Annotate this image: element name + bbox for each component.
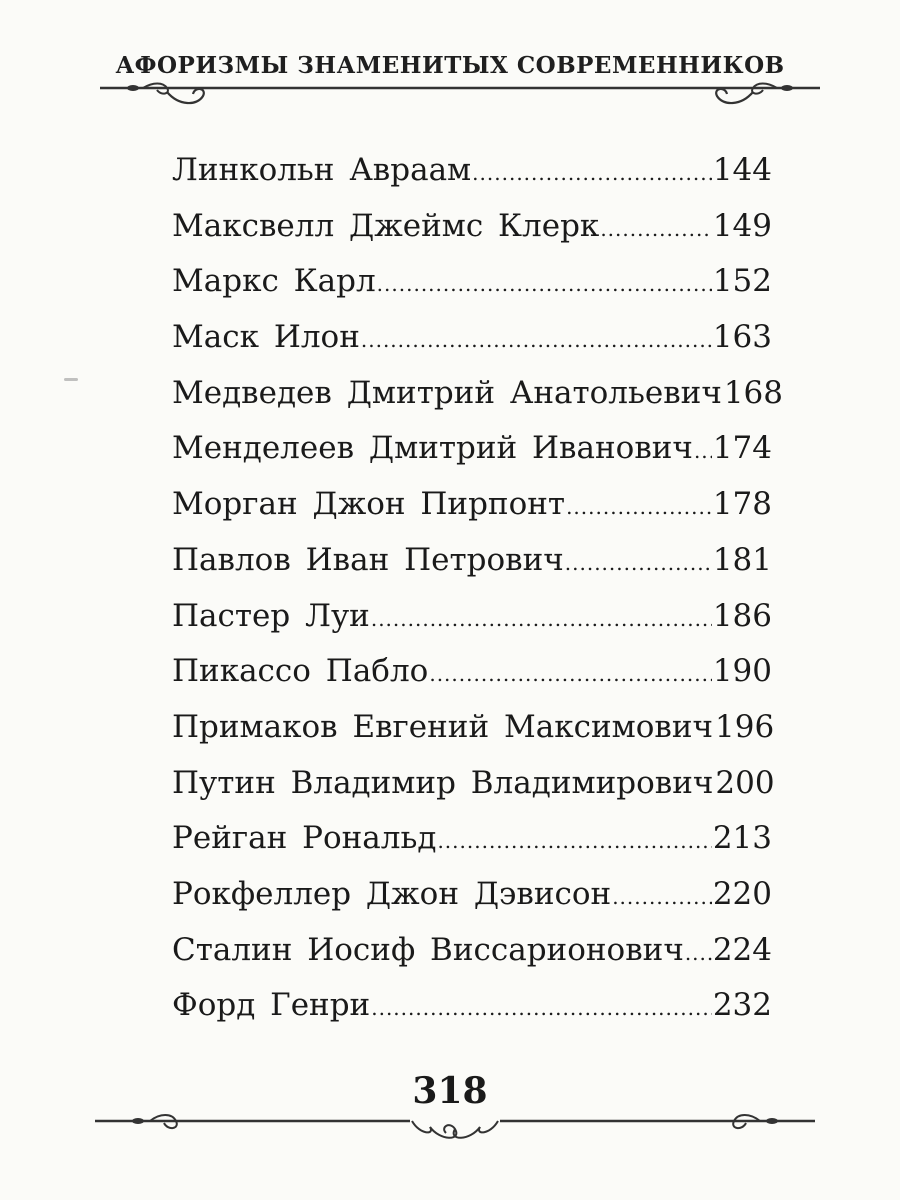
toc-dot-leader bbox=[472, 146, 712, 202]
toc-entry-page: 149 bbox=[712, 207, 772, 244]
toc-entry-name: Маркс Карл bbox=[172, 263, 376, 300]
toc-entry-name: Сталин Иосиф Виссарионович bbox=[172, 931, 684, 968]
toc-dot-leader bbox=[600, 202, 712, 258]
toc-dot-leader bbox=[377, 257, 712, 313]
toc-entry-name: Максвелл Джеймс Клерк bbox=[172, 207, 600, 244]
toc-entry-name: Путин Владимир Владимирович bbox=[172, 764, 714, 801]
toc-entry-page: 168 bbox=[723, 374, 783, 411]
toc-entry bbox=[172, 756, 775, 812]
toc-entry bbox=[172, 310, 772, 366]
paper-speck bbox=[64, 378, 78, 381]
toc-dot-leader bbox=[565, 536, 712, 592]
toc-dot-leader bbox=[429, 647, 711, 703]
toc-entry-page: 186 bbox=[712, 597, 772, 634]
toc-dot-leader bbox=[361, 313, 712, 369]
toc-entry bbox=[172, 700, 775, 756]
toc-entry-page: 178 bbox=[712, 486, 772, 523]
toc-entry-name: Павлов Иван Петрович bbox=[172, 541, 564, 578]
toc-dot-leader bbox=[685, 926, 712, 982]
toc-dot-leader bbox=[371, 592, 712, 648]
toc-entry-page: 232 bbox=[712, 987, 772, 1024]
toc-entry-page: 190 bbox=[712, 653, 772, 690]
toc-entry-name: Пастер Луи bbox=[172, 597, 370, 634]
toc-entry-page: 181 bbox=[712, 541, 772, 578]
toc-entry-page: 213 bbox=[712, 820, 772, 857]
toc-entry-page: 200 bbox=[715, 764, 775, 801]
toc-entry-name: Рокфеллер Джон Дэвисон bbox=[172, 875, 612, 912]
toc-dot-leader bbox=[371, 981, 712, 1037]
toc-entry bbox=[172, 477, 772, 533]
toc-dot-leader bbox=[437, 814, 711, 870]
toc-entry bbox=[172, 867, 772, 923]
toc-entry-name: Медведев Дмитрий Анатольевич bbox=[172, 374, 722, 411]
toc-entry-name: Морган Джон Пирпонт bbox=[172, 486, 566, 523]
toc-dot-leader bbox=[612, 870, 712, 926]
toc-entry bbox=[172, 978, 772, 1034]
toc-entry-name: Менделеев Дмитрий Иванович bbox=[172, 430, 693, 467]
table-of-contents bbox=[172, 143, 783, 1034]
toc-entry-page: 220 bbox=[712, 875, 772, 912]
toc-entry-page: 196 bbox=[715, 708, 775, 745]
toc-entry bbox=[172, 143, 772, 199]
toc-entry bbox=[172, 644, 772, 700]
toc-dot-leader bbox=[566, 480, 712, 536]
toc-entry-name: Маск Илон bbox=[172, 319, 360, 356]
toc-entry-page: 144 bbox=[712, 152, 772, 188]
toc-entry bbox=[172, 589, 772, 645]
toc-entry-page: 224 bbox=[712, 931, 772, 968]
toc-entry-name: Пикассо Пабло bbox=[172, 653, 429, 690]
toc-dot-leader bbox=[694, 424, 712, 480]
toc-entry bbox=[172, 254, 772, 310]
header-ornament bbox=[95, 78, 825, 114]
toc-entry-name: Рейган Рональд bbox=[172, 820, 437, 857]
toc-entry bbox=[172, 923, 772, 979]
toc-entry-page: 174 bbox=[712, 430, 772, 467]
toc-entry-name: Линкольн Авраам bbox=[172, 152, 472, 188]
toc-entry-name: Примаков Евгений Максимович bbox=[172, 708, 713, 745]
toc-entry-page: 152 bbox=[712, 263, 772, 300]
toc-entry bbox=[172, 421, 772, 477]
toc-entry-name: Форд Генри bbox=[172, 987, 371, 1024]
toc-entry bbox=[172, 533, 772, 589]
toc-entry-page: 163 bbox=[712, 319, 772, 356]
toc-entry bbox=[172, 811, 772, 867]
toc-entry bbox=[172, 366, 783, 422]
page-number: 318 bbox=[412, 1070, 488, 1112]
running-header-title: АФОРИЗМЫ ЗНАМЕНИТЫХ СОВРЕМЕННИКОВ bbox=[115, 52, 785, 79]
toc-entry bbox=[172, 199, 772, 255]
